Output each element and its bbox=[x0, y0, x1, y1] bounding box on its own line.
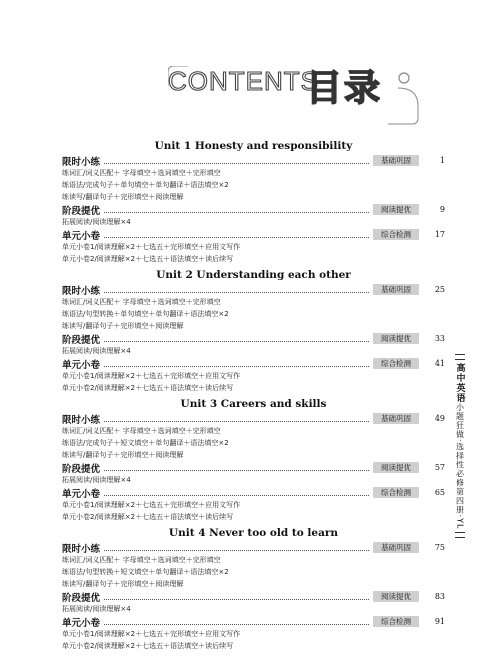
exercise-line: 练词汇/词义匹配＋ 字母填空＋选词填空＋完形填空 bbox=[62, 556, 221, 564]
exercise-line: 拓展阅读/阅读理解×4 bbox=[62, 476, 131, 484]
unit-block bbox=[62, 396, 445, 523]
dot-leader bbox=[104, 157, 369, 164]
toc-entry[interactable] bbox=[62, 154, 445, 167]
section-badge: 阅读提优 bbox=[373, 462, 419, 473]
section-title: 限时小练 bbox=[62, 156, 101, 168]
exercise-line: 拓展阅读/阅读理解×4 bbox=[62, 605, 131, 613]
dot-leader bbox=[104, 360, 369, 367]
contents-header bbox=[168, 66, 428, 126]
mulu-title: 目录 bbox=[306, 68, 383, 109]
toc-entry[interactable] bbox=[62, 615, 445, 628]
dot-leader bbox=[104, 593, 369, 600]
exercise-line: 单元小卷1/阅读理解×2＋七选五＋完形填空＋应用文写作 bbox=[62, 630, 241, 638]
dot-leader bbox=[104, 415, 369, 422]
side-decor-bottom bbox=[455, 532, 465, 538]
toc-entry[interactable] bbox=[62, 203, 445, 216]
table-of-contents bbox=[62, 136, 445, 652]
dot-leader bbox=[104, 335, 369, 342]
exercise-line: 拓展阅读/阅读理解×4 bbox=[62, 347, 131, 355]
section-title: 阶段提优 bbox=[62, 592, 101, 604]
exercise-line: 练词汇/词义匹配＋ 字母填空＋选词填空＋完形填空 bbox=[62, 169, 221, 177]
section-title: 限时小练 bbox=[62, 543, 101, 555]
page-number: 33 bbox=[434, 334, 445, 343]
toc-entry[interactable] bbox=[62, 412, 445, 425]
dot-leader bbox=[104, 618, 369, 625]
toc-entry[interactable] bbox=[62, 486, 445, 499]
section-badge: 基础巩固 bbox=[373, 413, 419, 424]
exercise-line: 练词汇/词义匹配＋ 字母填空＋选词填空＋完形填空 bbox=[62, 298, 221, 306]
unit-title: Unit 2 Understanding each other bbox=[156, 269, 351, 281]
page-number: 83 bbox=[434, 592, 445, 601]
page-number: 49 bbox=[434, 414, 445, 423]
section-badge: 阅读提优 bbox=[373, 333, 419, 344]
toc-entry[interactable] bbox=[62, 332, 445, 345]
section-badge: 综合检测 bbox=[373, 229, 419, 240]
page-number: 57 bbox=[434, 463, 445, 472]
unit-title: Unit 1 Honesty and responsibility bbox=[154, 140, 353, 152]
exercise-line: 练读写/翻译句子＋完形填空＋阅读理解 bbox=[62, 580, 184, 588]
exercise-line: 练语法/句型转换＋短文填空＋单句翻译＋语法填空×2 bbox=[62, 568, 229, 576]
unit-title: Unit 3 Careers and skills bbox=[180, 398, 327, 410]
unit-block bbox=[62, 525, 445, 652]
exercise-line: 单元小卷2/阅读理解×2＋七选五＋语法填空＋读后续写 bbox=[62, 255, 234, 263]
section-badge: 阅读提优 bbox=[373, 591, 419, 602]
section-title: 单元小卷 bbox=[62, 488, 101, 500]
page-number: 17 bbox=[434, 230, 445, 239]
exercise-line: 拓展阅读/阅读理解×4 bbox=[62, 218, 131, 226]
dot-leader bbox=[104, 544, 369, 551]
side-decor-top bbox=[455, 354, 465, 360]
dot-leader bbox=[104, 206, 369, 213]
section-title: 阶段提优 bbox=[62, 334, 101, 346]
page-number: 41 bbox=[434, 359, 445, 368]
exercise-line: 单元小卷2/阅读理解×2＋七选五＋语法填空＋读后续写 bbox=[62, 642, 234, 650]
section-badge: 综合检测 bbox=[373, 616, 419, 627]
exercise-line: 练读写/翻译句子＋完形填空＋阅读理解 bbox=[62, 451, 184, 459]
page-number: 91 bbox=[434, 617, 445, 626]
section-title: 单元小卷 bbox=[62, 359, 101, 371]
exercise-line: 练语法/完成句子＋短文填空＋单句翻译＋语法填空×2 bbox=[62, 439, 229, 447]
toc-entry[interactable] bbox=[62, 283, 445, 296]
dot-leader bbox=[104, 464, 369, 471]
exercise-line: 练语法/完成句子＋单句填空＋单句翻译＋语法填空×2 bbox=[62, 181, 229, 189]
toc-entry[interactable] bbox=[62, 228, 445, 241]
toc-entry[interactable] bbox=[62, 541, 445, 554]
toc-entry[interactable] bbox=[62, 357, 445, 370]
page-number: 75 bbox=[434, 543, 445, 552]
section-badge: 基础巩固 bbox=[373, 542, 419, 553]
dot-leader bbox=[104, 286, 369, 293]
dot-leader bbox=[104, 231, 369, 238]
page-number: 9 bbox=[439, 205, 445, 214]
section-badge: 基础巩固 bbox=[373, 155, 419, 166]
exercise-line: 练读写/翻译句子＋完形填空＋阅读理解 bbox=[62, 193, 184, 201]
unit-block bbox=[62, 267, 445, 394]
section-title: 限时小练 bbox=[62, 285, 101, 297]
page-number: 25 bbox=[434, 285, 445, 294]
exercise-line: 练语法/句型转换＋单句填空＋单句翻译＋语法填空×2 bbox=[62, 310, 229, 318]
section-badge: 阅读提优 bbox=[373, 204, 419, 215]
side-subtitle: 小题狂做·选择性必修第四册·YL bbox=[455, 403, 465, 530]
unit-block bbox=[62, 138, 445, 265]
exercise-line: 单元小卷1/阅读理解×2＋七选五＋完形填空＋应用文写作 bbox=[62, 501, 241, 509]
toc-entry[interactable] bbox=[62, 590, 445, 603]
exercise-line: 单元小卷2/阅读理解×2＋七选五＋语法填空＋读后续写 bbox=[62, 513, 234, 521]
section-title: 阶段提优 bbox=[62, 463, 101, 475]
section-badge: 综合检测 bbox=[373, 358, 419, 369]
exercise-line: 练读写/翻译句子＋完形填空＋阅读理解 bbox=[62, 322, 184, 330]
side-label bbox=[453, 354, 467, 541]
section-title: 阶段提优 bbox=[62, 205, 101, 217]
section-title: 单元小卷 bbox=[62, 617, 101, 629]
section-title: 单元小卷 bbox=[62, 230, 101, 242]
section-title: 限时小练 bbox=[62, 414, 101, 426]
toc-entry[interactable] bbox=[62, 461, 445, 474]
dot-leader bbox=[104, 489, 369, 496]
contents-title: CONTENTS bbox=[168, 66, 319, 96]
side-title: 高中英语 bbox=[454, 363, 465, 403]
unit-title: Unit 4 Never too old to learn bbox=[168, 527, 339, 539]
page-number: 1 bbox=[439, 156, 445, 165]
page-number: 65 bbox=[434, 488, 445, 497]
exercise-line: 单元小卷1/阅读理解×2＋七选五＋完形填空＋应用文写作 bbox=[62, 243, 241, 251]
section-badge: 基础巩固 bbox=[373, 284, 419, 295]
exercise-line: 单元小卷2/阅读理解×2＋七选五＋语法填空＋读后续写 bbox=[62, 384, 234, 392]
section-badge: 综合检测 bbox=[373, 487, 419, 498]
exercise-line: 单元小卷1/阅读理解×2＋七选五＋完形填空＋应用文写作 bbox=[62, 372, 241, 380]
exercise-line: 练词汇/词义匹配＋ 字母填空＋选词填空＋完形填空 bbox=[62, 427, 221, 435]
